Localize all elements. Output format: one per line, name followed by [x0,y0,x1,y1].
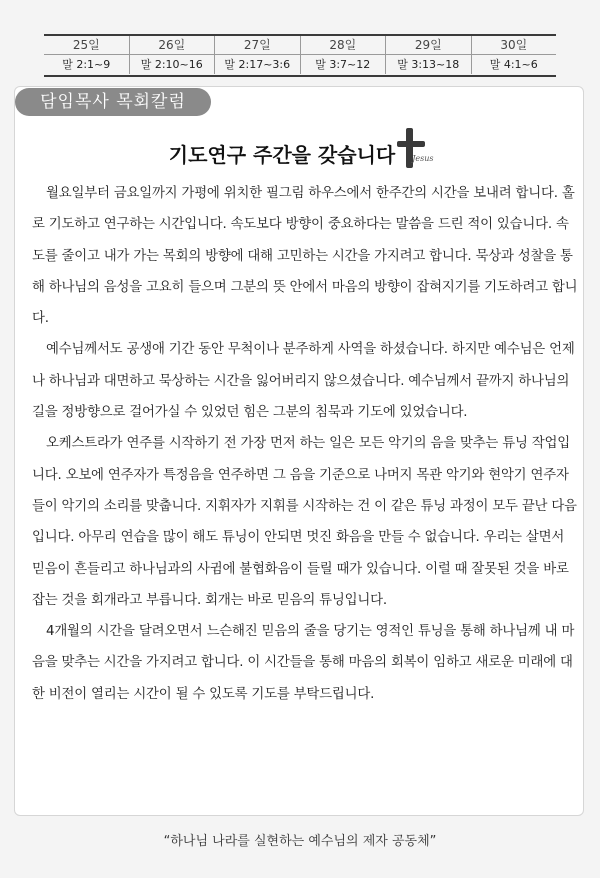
paragraph-text: 예수님께서도 공생애 기간 동안 무척이나 분주하게 사역을 하셨습니다. 하지만 예수님은 언제나 하나님과 대면하고 묵상하는 시간을 잃어버리지 않으셨습니다. 예수님께서 끝까지 하나님의 길을 정방향으로 걸어가실 수 있었던 힘은 그분의 침묵과 기도에 있었습니다. [32,342,575,421]
church-motto: “하나님 나라를 실현하는 예수님의 제자 공동체” [163,834,437,849]
cross-icon [397,128,434,170]
schedule-day: 30일 [500,38,528,52]
schedule-column [44,36,130,74]
paragraph [32,428,580,616]
paragraph-text: 월요일부터 금요일까지 가평에 위치한 필그림 하우스에서 한주간의 시간을 보내려 합니다. 홀로 기도하고 연구하는 시간입니다. 속도보다 방향이 중요하다는 말씀을 드린 적이 있습니다. 속도를 줄이고 내가 가는 목회의 방향에 대해 고민하는 시간을 가지려고 합니다. 묵상과 성찰을 통해 하나님의 음성을 고요히 들으며 그분의 뜻 안에서 마음의 방향이 잡혀지기를 기도하려고 합니다. [32,186,578,327]
schedule-column [130,36,216,74]
schedule-reference: 말 2:17~3:6 [224,58,291,71]
column-body [32,178,580,710]
column-category-tag: 담임목사 목회칼럼 [15,88,211,116]
schedule-column [472,36,557,74]
paragraph [32,334,580,428]
schedule-column [386,36,472,74]
schedule-column [301,36,387,74]
schedule-day: 26일 [158,38,186,52]
paragraph [32,178,580,334]
schedule-day: 28일 [329,38,357,52]
paragraph-text: 오케스트라가 연주를 시작하기 전 가장 먼저 하는 일은 모든 악기의 음을 맞추는 튜닝 작업입니다. 오보에 연주자가 특정음을 연주하면 그 음을 기준으로 나머지 목관 악기와 현악기 연주자들이 악기의 소리를 맞춥니다. 지휘자가 지휘를 시작하는 건 이 같은 튜닝 과정이 모두 끝난 다음입니다. 아무리 연습을 많이 해도 튜닝이 안되면 멋진 화음을 만들 수 없습니다. 우리는 살면서 믿음이 흔들리고 하나님과의 사귐에 불협화음이 들릴 때가 있습니다. 이럴 때 잘못된 것을 바로 잡는 것을 회개라고 부릅니다. 회개는 바로 믿음의 튜닝입니다. [32,436,577,608]
schedule-day: 25일 [72,38,100,52]
schedule-bottom-rule [44,75,556,77]
schedule-reference: 말 3:7~12 [315,58,371,71]
schedule-reference: 말 3:13~18 [397,58,460,71]
schedule-day: 29일 [414,38,442,52]
cross-caption: Jesus [412,154,434,163]
reading-schedule [44,34,556,76]
column-header [0,128,600,170]
schedule-reference: 말 2:1~9 [62,58,111,71]
paragraph [32,616,580,710]
schedule-reference: 말 4:1~6 [489,58,538,71]
column-title: 기도연구 주간을 갖습니다 [168,143,396,167]
paragraph-text: 4개월의 시간을 달려오면서 느슨해진 믿음의 줄을 당기는 영적인 튜닝을 통해 하나님께 내 마음을 맞추는 시간을 가지려고 합니다. 이 시간들을 통해 마음의 회복이 임하고 새로운 미래에 대한 비전이 열리는 시간이 될 수 있도록 기도를 부탁드립니다. [32,624,575,702]
schedule-column [215,36,301,74]
schedule-day: 27일 [243,38,271,52]
schedule-reference: 말 2:10~16 [140,58,203,71]
